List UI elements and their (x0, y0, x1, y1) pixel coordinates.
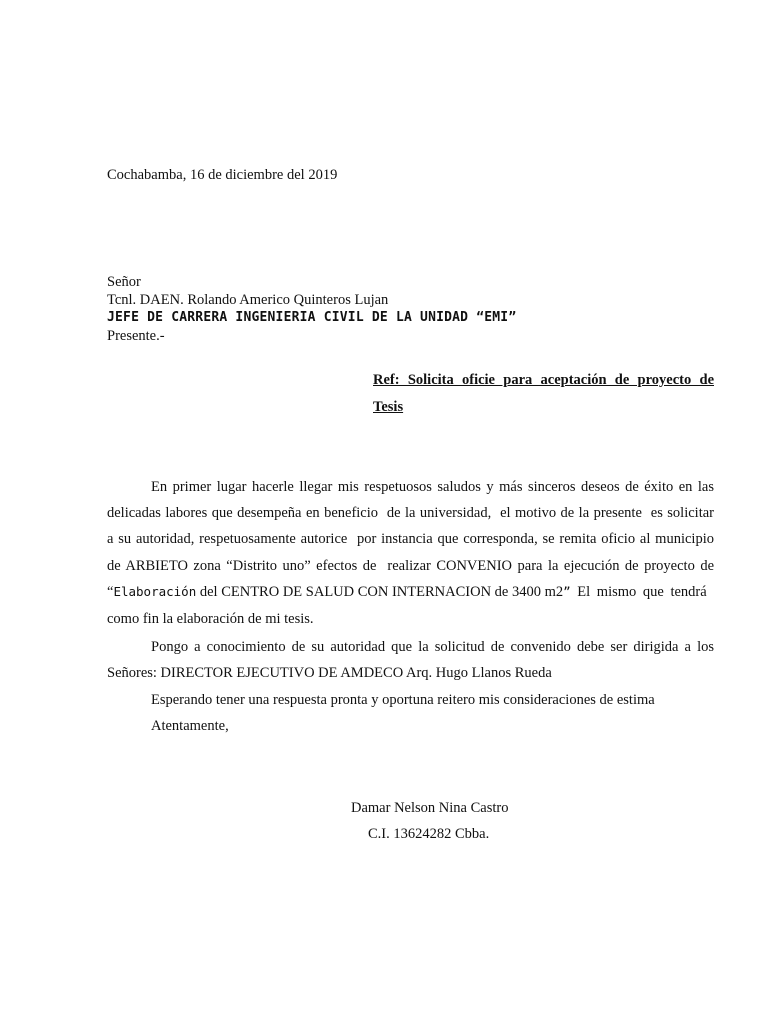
letter-date: Cochabamba, 16 de diciembre del 2019 (107, 167, 338, 183)
recipient-position: JEFE DE CARRERA INGENIERIA CIVIL DE LA UNIDAD “EMI” (107, 310, 517, 325)
closing: Atentamente, (151, 718, 229, 734)
project-name: del CENTRO DE SALUD CON INTERNACION de 3400 m2 (196, 584, 564, 600)
elaboracion-word: Elaboración (113, 584, 197, 599)
body-p1-line-5 (107, 583, 707, 601)
body-p1-line-1: En primer lugar hacerle llegar mis respetuosos saludos y más sinceros deseos de éxito en las (151, 479, 714, 495)
line-tail: El mismo que tendrá (570, 584, 707, 600)
body-p2-line-1: Pongo a conocimiento de su autoridad que la solicitud de convenido debe ser dirigida a los (151, 639, 714, 655)
body-p2-line-2: Señores: DIRECTOR EJECUTIVO DE AMDECO Arq. Hugo Llanos Rueda (107, 665, 552, 681)
reference-line-1: Ref: Solicita oficie para aceptación de proyecto de (373, 372, 714, 388)
recipient-presente: Presente.- (107, 328, 165, 344)
body-p3-line-1: Esperando tener una respuesta pronta y oportuna reitero mis consideraciones de estima (151, 692, 655, 708)
reference-line-2: Tesis (373, 399, 404, 415)
close-quote: ” (563, 584, 571, 599)
signature-id: C.I. 13624282 Cbba. (368, 826, 490, 842)
recipient-salutation: Señor (107, 274, 141, 290)
recipient-name: Tcnl. DAEN. Rolando Americo Quinteros Lujan (107, 292, 389, 308)
open-quote: “ (107, 584, 114, 600)
body-p1-line-3: a su autoridad, respetuosamente autorice por instancia que corresponda, se remita oficio al municipio (107, 531, 714, 547)
signature-name: Damar Nelson Nina Castro (351, 800, 509, 816)
body-p1-line-2: delicadas labores que desempeña en beneficio de la universidad, el motivo de la presente es solicitar (107, 505, 714, 521)
body-p1-line-6: como fin la elaboración de mi tesis. (107, 611, 314, 627)
body-p1-line-4: de ARBIETO zona “Distrito uno” efectos de realizar CONVENIO para la ejecución de proyecto de (107, 558, 714, 574)
